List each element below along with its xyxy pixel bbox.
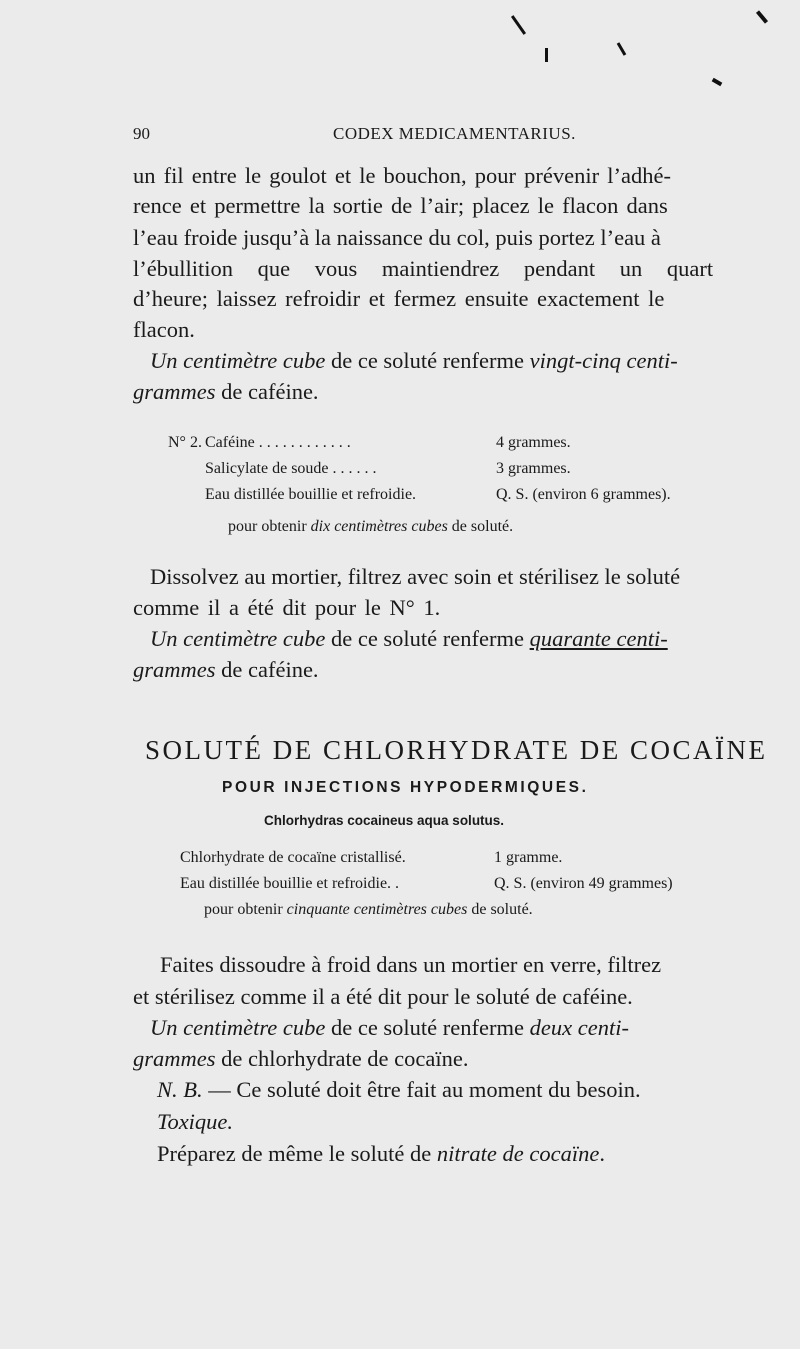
italic-text: grammes <box>133 379 216 404</box>
page-number: 90 <box>133 124 150 143</box>
ingredient-name: Caféine . . . . . . . . . . . . <box>205 434 351 451</box>
paragraph-line <box>133 1043 469 1074</box>
text: de ce soluté renferme <box>325 348 530 373</box>
italic-text: Un centimètre cube <box>150 348 326 373</box>
italic-text: quarante centi- <box>529 626 668 651</box>
paragraph-line: et stérilisez comme il a été dit pour le soluté de caféine. <box>133 984 633 1009</box>
running-title: CODEX MEDICAMENTARIUS. <box>333 124 576 143</box>
text: de soluté. <box>447 518 514 535</box>
italic-text: N. B. <box>157 1077 203 1102</box>
ingredient-qty: 3 grammes. <box>496 460 571 477</box>
ink-speck <box>756 10 768 23</box>
paragraph-line: Faites dissoudre à froid dans un mortier en verre, filtrez <box>160 952 662 977</box>
formula-yield <box>228 518 513 536</box>
italic-text: dix centimètres cubes <box>310 518 448 535</box>
italic-text: deux centi- <box>529 1015 629 1040</box>
formula-yield <box>204 901 533 919</box>
paragraph-line: un fil entre le goulot et le bouchon, pour prévenir l’adhé- <box>133 163 671 188</box>
paragraph-line <box>150 623 668 654</box>
paragraph-line <box>157 1138 605 1169</box>
paragraph-line <box>157 1074 641 1105</box>
ink-speck <box>712 78 723 86</box>
ingredient-qty: Q. S. (environ 6 grammes). <box>496 486 671 503</box>
text: de ce soluté renferme <box>325 626 530 651</box>
ingredient-name: Eau distillée bouillie et refroidie. . <box>180 875 400 892</box>
text: pour obtenir <box>228 518 311 535</box>
ingredient-name: Eau distillée bouillie et refroidie. <box>205 486 417 503</box>
paragraph-line: l’eau froide jusqu’à la naissance du col, puis portez l’eau à <box>133 225 661 250</box>
text: de soluté. <box>467 901 533 918</box>
ingredient-name: Chlorhydrate de cocaïne cristallisé. <box>180 849 406 866</box>
paragraph-line: d’heure; laissez refroidir et fermez ensuite exactement le <box>133 286 665 311</box>
text: pour obtenir <box>204 901 287 918</box>
italic-text: Un centimètre cube <box>150 626 326 651</box>
text: de ce soluté renferme <box>325 1015 530 1040</box>
paragraph-line: comme il a été dit pour le N° 1. <box>133 595 441 620</box>
text: — Ce soluté doit être fait au moment du besoin. <box>202 1077 641 1102</box>
paragraph-line: Dissolvez au mortier, filtrez avec soin et stérilisez le soluté <box>150 564 681 589</box>
ink-speck <box>511 15 526 35</box>
ingredient-qty: 1 gramme. <box>494 849 563 866</box>
text: Préparez de même le soluté de <box>157 1141 437 1166</box>
paragraph-line <box>150 345 678 376</box>
paragraph-line <box>133 376 319 407</box>
section-subtitle: POUR INJECTIONS HYPODERMIQUES. <box>222 779 589 796</box>
ink-speck <box>545 48 548 62</box>
paragraph-line: l’ébullition que vous maintiendrez pendant un quart <box>133 256 714 281</box>
latin-name: Chlorhydras cocaineus aqua solutus. <box>264 813 505 828</box>
paragraph-line: rence et permettre la sortie de l’air; placez le flacon dans <box>133 193 668 218</box>
ingredient-qty: Q. S. (environ 49 grammes) <box>494 875 673 892</box>
italic-text: vingt-cinq centi- <box>529 348 678 373</box>
italic-text: Un centimètre cube <box>150 1015 326 1040</box>
italic-text: grammes <box>133 657 216 682</box>
text: de chlorhydrate de cocaïne. <box>215 1046 469 1071</box>
paragraph-line <box>150 1012 629 1043</box>
text: de caféine. <box>215 379 319 404</box>
paragraph-line: flacon. <box>133 317 195 342</box>
ingredient-name: Salicylate de soude . . . . . . <box>205 460 377 477</box>
ingredient-qty: 4 grammes. <box>496 434 571 451</box>
paragraph-line: Toxique. <box>157 1109 234 1134</box>
ink-speck <box>617 42 627 56</box>
italic-text: nitrate de cocaïne <box>436 1141 600 1166</box>
paragraph-line <box>133 654 319 685</box>
italic-text: grammes <box>133 1046 216 1071</box>
section-title: SOLUTÉ DE CHLORHYDRATE DE COCAÏNE <box>145 735 768 765</box>
italic-text: cinquante centimètres cubes <box>286 901 468 918</box>
text: de caféine. <box>215 657 319 682</box>
text: . <box>599 1141 605 1166</box>
formula-number: N° 2. <box>168 434 202 451</box>
